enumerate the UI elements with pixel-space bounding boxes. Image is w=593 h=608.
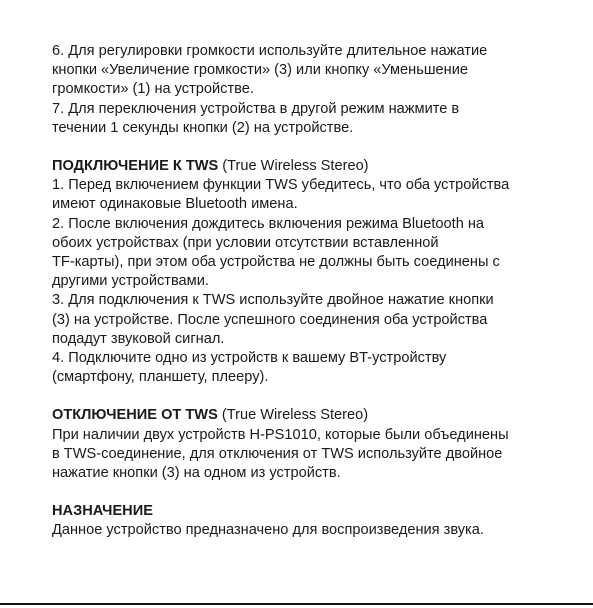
text-line: Данное устройство предназначено для воспроизведения звука.: [52, 522, 484, 539]
tws-disconnect-section: [52, 406, 572, 483]
text-line: 3. Для подключения к TWS используйте двойное нажатие кнопки: [52, 292, 494, 309]
heading-normal-text: (True Wireless Stereo): [218, 158, 369, 175]
text-line: 2. После включения дождитесь включения режима Bluetooth на: [52, 215, 485, 232]
text-line: подадут звуковой сигнал.: [52, 330, 225, 347]
section-heading: [52, 157, 572, 176]
text-line: (3) на устройстве. После успешного соединения оба устройства: [52, 311, 488, 328]
tws-connect-steps: [52, 176, 572, 387]
text-line: 6. Для регулировки громкости используйте длительное нажатие: [52, 43, 488, 59]
purpose-text: [52, 521, 572, 540]
heading-bold-text: ПОДКЛЮЧЕНИЕ К TWS: [52, 158, 219, 175]
text-line: имеют одинаковые Bluetooth имена.: [52, 196, 298, 213]
text-line: 1. Перед включением функции TWS убедитесь, что оба устройства: [52, 177, 510, 194]
text-line: течении 1 секунды кнопки (2) на устройстве.: [52, 119, 354, 136]
tws-connect-section: [52, 157, 572, 387]
section-heading: [52, 406, 572, 425]
manual-page: [52, 42, 572, 541]
text-line: обоих устройствах (при условии отсутствии вставленной: [52, 234, 439, 251]
text-line: громкости» (1) на устройстве.: [52, 81, 254, 98]
purpose-section: [52, 502, 572, 540]
text-line: нажатие кнопки (3) на одном из устройств.: [52, 465, 341, 482]
heading-normal-text: (True Wireless Stereo): [217, 407, 369, 424]
text-line: кнопки «Увеличение громкости» (3) или кнопку «Уменьшение: [52, 62, 468, 79]
section-heading: [52, 502, 572, 521]
heading-bold-text: НАЗНАЧЕНИЕ: [52, 503, 153, 520]
text-line: 7. Для переключения устройства в другой режим нажмите в: [52, 100, 460, 117]
text-line: (смартфону, планшету, плееру).: [52, 369, 269, 386]
volume-instruction-item-6: [52, 42, 572, 100]
page-bottom-rule: [0, 603, 593, 605]
text-line: другими устройствами.: [52, 273, 209, 290]
text-line: TF-карты), при этом оба устройства не должны быть соединены с: [52, 254, 500, 271]
text-line: 4. Подключите одно из устройств к вашему BT-устройству: [52, 350, 447, 367]
text-line: При наличии двух устройств H-PS1010, которые были объединены: [52, 426, 509, 443]
text-line: в TWS-соединение, для отключения от TWS используйте двойное: [52, 445, 503, 462]
heading-bold-text: ОТКЛЮЧЕНИЕ ОТ TWS: [52, 407, 218, 424]
tws-disconnect-text: [52, 426, 572, 484]
mode-instruction-item-7: [52, 100, 572, 138]
